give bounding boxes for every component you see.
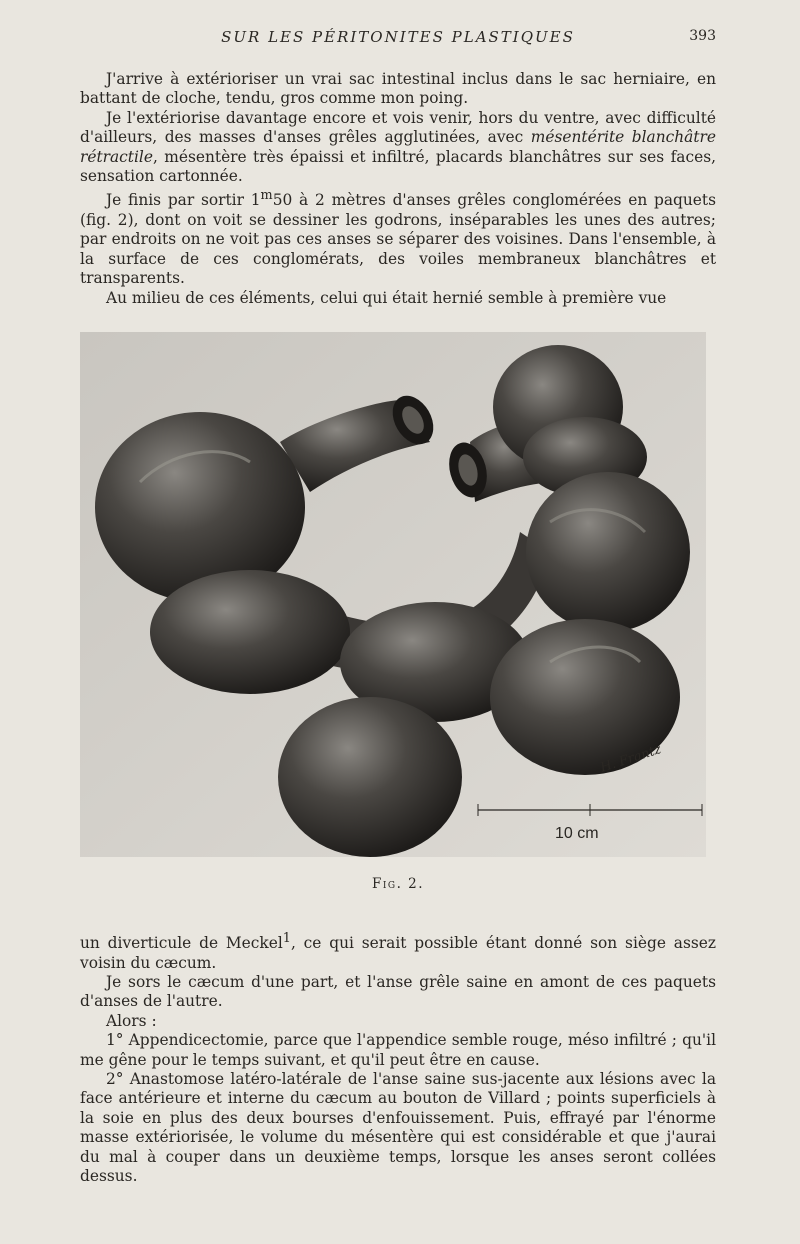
paragraph-3-end: 50 à 2 mètres d'anses grêles conglomérées en paquets (fig. 2), dont on voit se dessiner les godrons, inséparables les unes des autres; par endroits on ne voit pas ces anses se séparer des voisines. Dans l'ensemble, à la surface de ces conglomérats, des voiles membraneux blanchâtres et transparents.	[80, 191, 717, 288]
paragraph-5-start: un diverticule de Meckel	[80, 934, 283, 953]
paragraph-1: J'arrive à extérioriser un vrai sac intestinal inclus dans le sac herniaire, en battant de cloche, tendu, gros comme mon poing.	[80, 70, 716, 108]
paragraph-2-start: Je l'extériorise davantage encore et vois venir, hors du ventre, avec difficulté d'ailleurs, des masses d'anses grêles agglutinées, avec	[80, 108, 716, 147]
scale-label: 10 cm	[555, 825, 599, 842]
paragraph-6: Je sors le cæcum d'une part, et l'anse grêle saine en amont de ces paquets d'anses de l'autre.	[80, 972, 716, 1011]
paragraph-3-start: Je finis par sortir 1	[106, 191, 261, 210]
footnote-marker: 1	[282, 931, 291, 946]
paragraph-2-end: , mésentère très épaissi et infiltré, placards blanchâtres sur ses faces, sensation cartonnée.	[80, 147, 716, 186]
artist-signature: H. Frantz	[598, 742, 664, 776]
paragraph-3	[80, 186, 716, 288]
unit-superscript: m	[260, 188, 273, 204]
figure-caption: Fig. 2.	[371, 876, 425, 892]
running-header	[80, 28, 716, 50]
page-number: 393	[689, 28, 716, 44]
paragraph-9: 2° Anastomose latéro-latérale de l'anse saine sus-jacente aux lésions avec la face antérieure et interne du cæcum au bouton de Villard ; points superficiels à la soie en plus des deux bourses d'enfouissement. Puis, effrayé par l'énorme masse extériorisée, le volume du mésentère qui est considérable et que j'aurai du mal à couper dans un deuxième temps, lorsque les anses seront collées dessus.	[80, 1069, 716, 1185]
bottom-text-block	[80, 929, 716, 1186]
figure-illustration	[80, 332, 706, 857]
paragraph-7: Alors :	[106, 1011, 157, 1030]
paragraph-5	[80, 929, 716, 973]
italic-term: mésentérite blanchâtre rétractile	[80, 128, 717, 166]
paragraph-8: 1° Appendicectomie, parce que l'appendice semble rouge, méso infiltré ; qu'il me gêne pour le temps suivant, et qu'il peut être en cause.	[80, 1031, 716, 1069]
paragraph-2	[80, 109, 716, 187]
paragraph-4: Au milieu de ces éléments, celui qui était hernié semble à première vue	[106, 288, 667, 307]
top-text-block	[80, 70, 716, 308]
intestine-drawing	[80, 332, 706, 857]
running-title: SUR LES PÉRITONITES PLASTIQUES	[221, 28, 575, 46]
paragraph-5-end: , ce qui serait possible étant donné son siège assez voisin du cæcum.	[80, 934, 716, 972]
